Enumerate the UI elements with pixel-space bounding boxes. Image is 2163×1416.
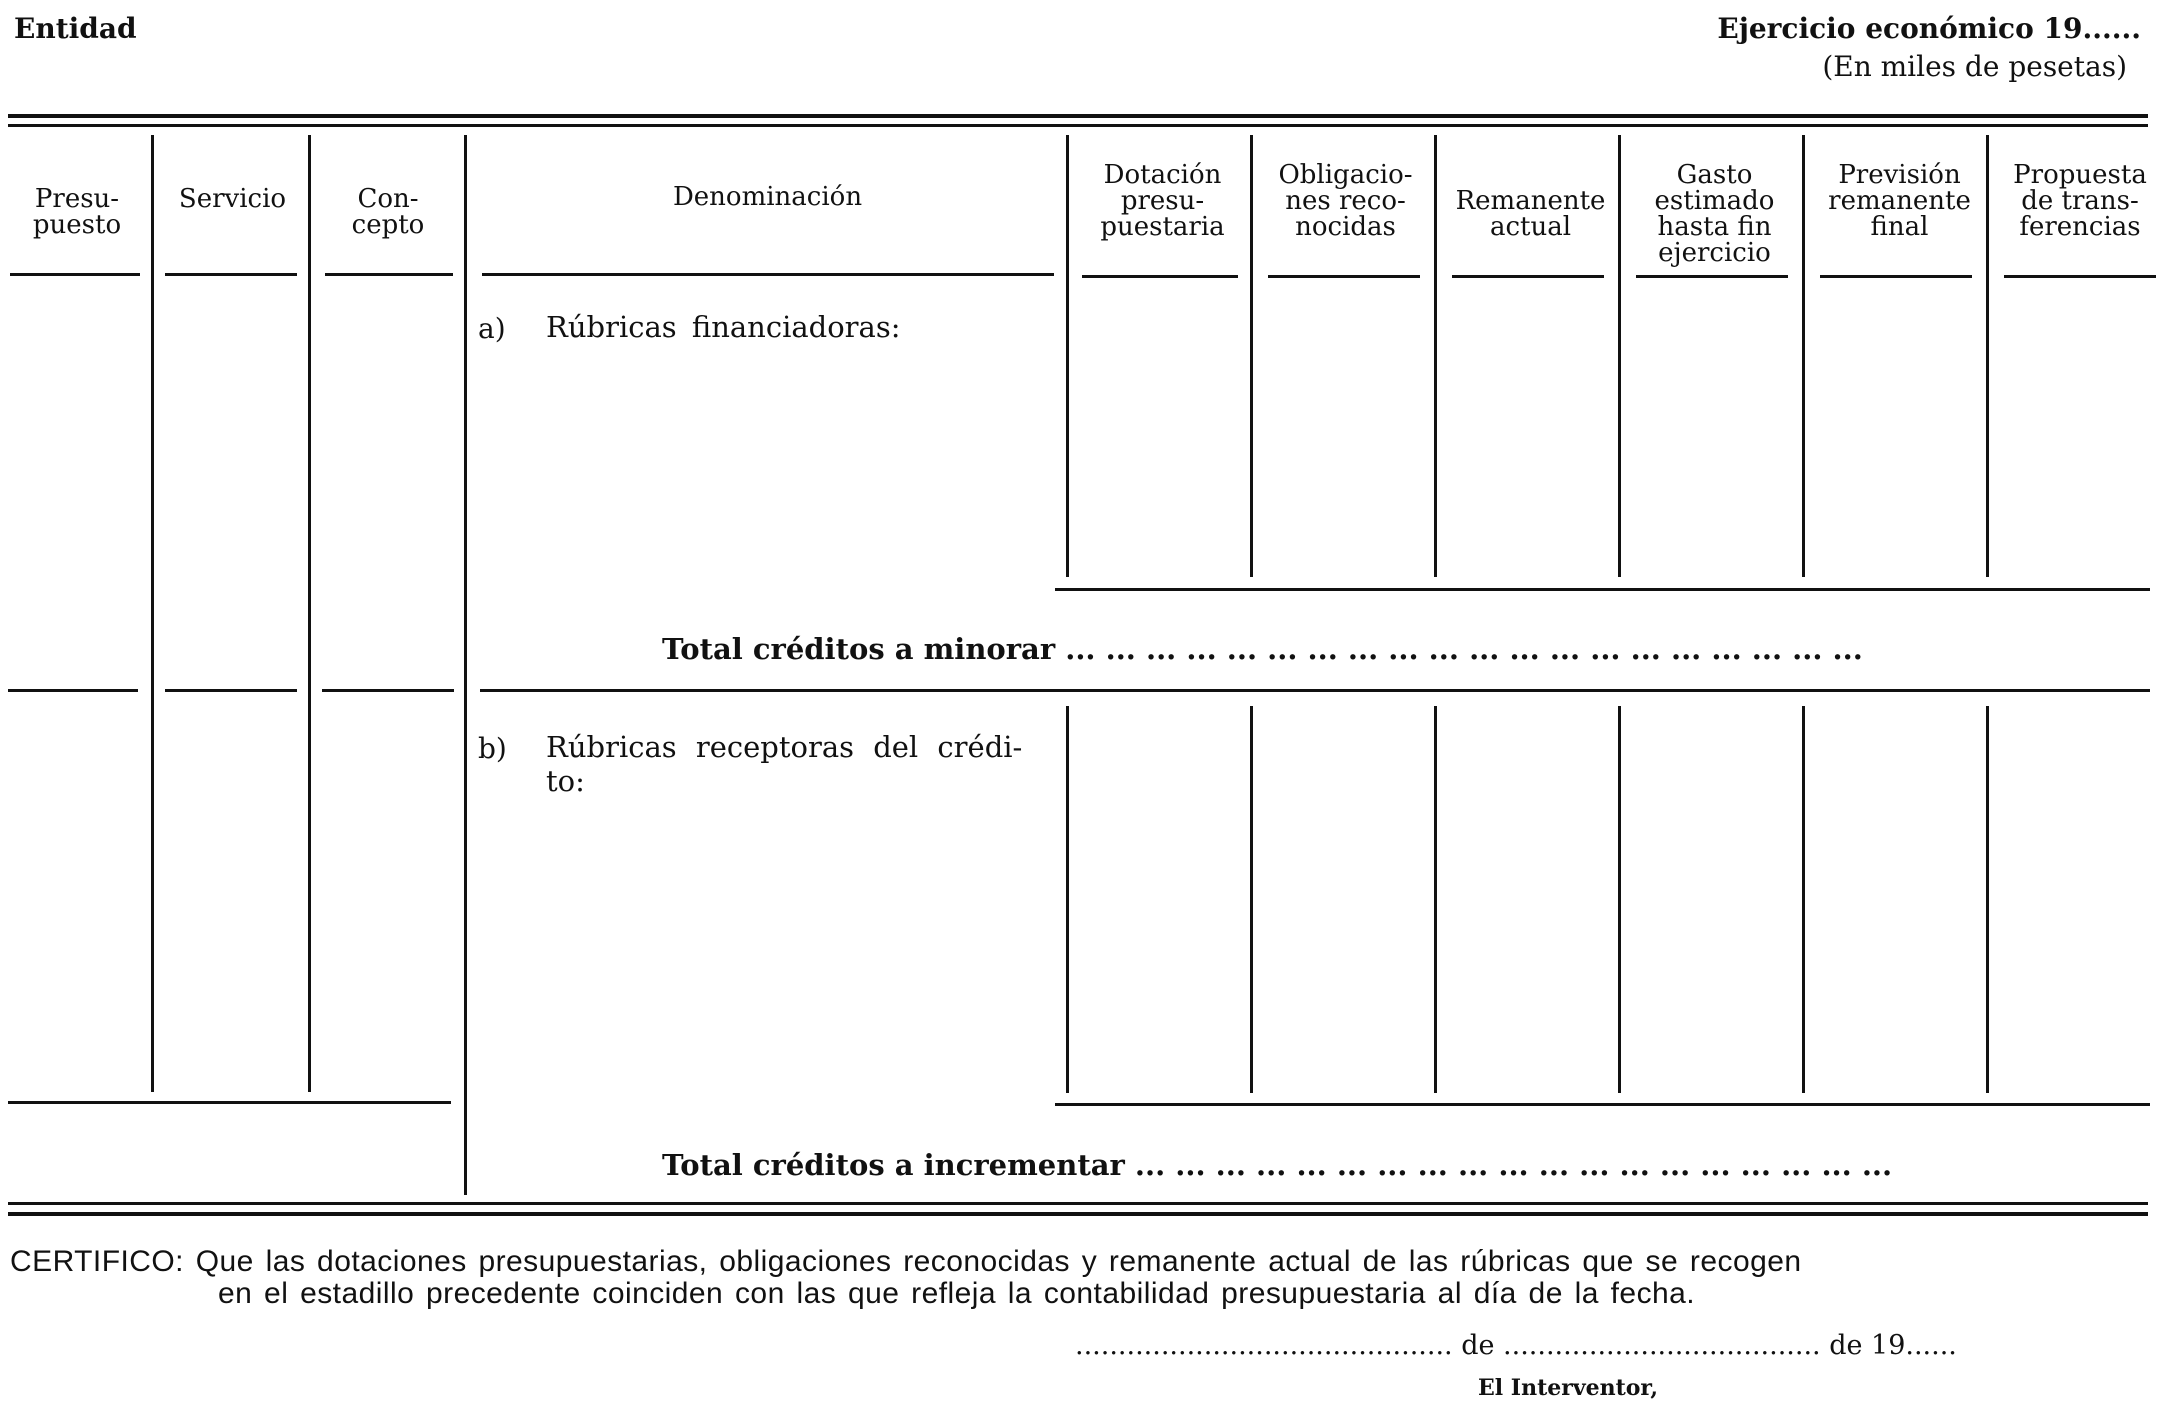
col-header-remanente: Remanente actual <box>1455 186 1606 242</box>
total-a-dots: ... ... ... ... ... ... ... ... ... ... ... ... ... ... ... ... ... ... ... ... <box>1065 632 1863 666</box>
total-b-dots: ... ... ... ... ... ... ... ... ... ... ... ... ... ... ... ... ... ... ... <box>1134 1148 1893 1182</box>
total-a-label: Total créditos a minorar <box>662 632 1056 666</box>
divider-a-1 <box>1066 135 1069 577</box>
section-separator-presupuesto <box>8 689 138 692</box>
table-bottom-rule-1 <box>8 1202 2148 1205</box>
signature-label: El Interventor, <box>1478 1375 1659 1401</box>
divider-concepto-denominacion <box>464 135 467 1195</box>
section-a-marker: a) <box>478 312 506 345</box>
divider-b-6 <box>1986 706 1989 1093</box>
table-bottom-rule-2 <box>8 1212 2148 1216</box>
section-b-title: Rúbricas receptoras del crédi- to: <box>546 730 1023 798</box>
divider-b-1 <box>1066 706 1069 1093</box>
col-header-presupuesto: Presu- puesto <box>32 184 122 240</box>
col-header-prevision: Previsión remanente final <box>1828 160 1971 242</box>
divider-b-4 <box>1618 706 1621 1093</box>
header-underline-obligaciones <box>1268 275 1420 278</box>
divider-servicio-concepto <box>308 135 311 1092</box>
fiscal-year: Ejercicio económico 19...... <box>1717 12 2141 45</box>
section-separator-concepto <box>322 689 454 692</box>
col-header-gasto: Gasto estimado hasta fin ejercicio <box>1654 160 1775 268</box>
header-underline-denominacion <box>482 273 1054 276</box>
section-b-bottom-rule <box>1055 1103 2150 1106</box>
header-underline-servicio <box>165 273 297 276</box>
divider-a-4 <box>1618 135 1621 577</box>
section-separator-main <box>480 689 2150 692</box>
divider-a-2 <box>1250 135 1253 577</box>
header-underline-dotacion <box>1082 275 1238 278</box>
table-top-rule-2 <box>8 124 2148 127</box>
divider-a-6 <box>1986 135 1989 577</box>
total-b-label: Total créditos a incrementar <box>662 1148 1125 1182</box>
section-b-marker: b) <box>478 732 507 765</box>
units-note: (En miles de pesetas) <box>1822 50 2127 83</box>
divider-b-3 <box>1434 706 1437 1093</box>
col-header-servicio: Servicio <box>178 184 287 214</box>
header-underline-prevision <box>1820 275 1972 278</box>
left-columns-bottom-rule <box>8 1101 451 1104</box>
col-header-propuesta: Propuesta de trans- ferencias <box>2013 160 2147 242</box>
certification-line-2: en el estadillo precedente coinciden con las que refleja la contabilidad presupuestaria al día de la fecha. <box>218 1277 1696 1310</box>
header-underline-gasto <box>1636 275 1788 278</box>
header-underline-concepto <box>325 273 453 276</box>
header-underline-presupuesto <box>10 273 140 276</box>
header-underline-propuesta <box>2004 275 2156 278</box>
total-creditos-minorar <box>662 632 1863 666</box>
entity-label: Entidad <box>14 12 137 45</box>
divider-a-5 <box>1802 135 1805 577</box>
col-header-obligaciones: Obligacio- nes reco- nocidas <box>1278 160 1413 242</box>
divider-b-2 <box>1250 706 1253 1093</box>
section-separator-servicio <box>165 689 297 692</box>
divider-presupuesto-servicio <box>151 135 154 1092</box>
section-a-title: Rúbricas financiadoras: <box>546 310 901 344</box>
col-header-denominacion: Denominación <box>672 182 863 212</box>
date-line: ............................................ de ..................................... de 19...... <box>1075 1330 1957 1361</box>
certification-line-1: CERTIFICO: Que las dotaciones presupuestarias, obligaciones reconocidas y remanente actual de las rúbricas que se recogen <box>10 1245 1802 1278</box>
divider-a-3 <box>1434 135 1437 577</box>
col-header-dotacion: Dotación presu- puestaria <box>1100 160 1225 242</box>
divider-b-5 <box>1802 706 1805 1093</box>
header-underline-remanente <box>1452 275 1604 278</box>
col-header-concepto: Con- cepto <box>351 184 425 240</box>
total-creditos-incrementar <box>662 1148 1892 1182</box>
section-a-bottom-rule <box>1055 588 2150 591</box>
table-top-rule-1 <box>8 114 2148 118</box>
